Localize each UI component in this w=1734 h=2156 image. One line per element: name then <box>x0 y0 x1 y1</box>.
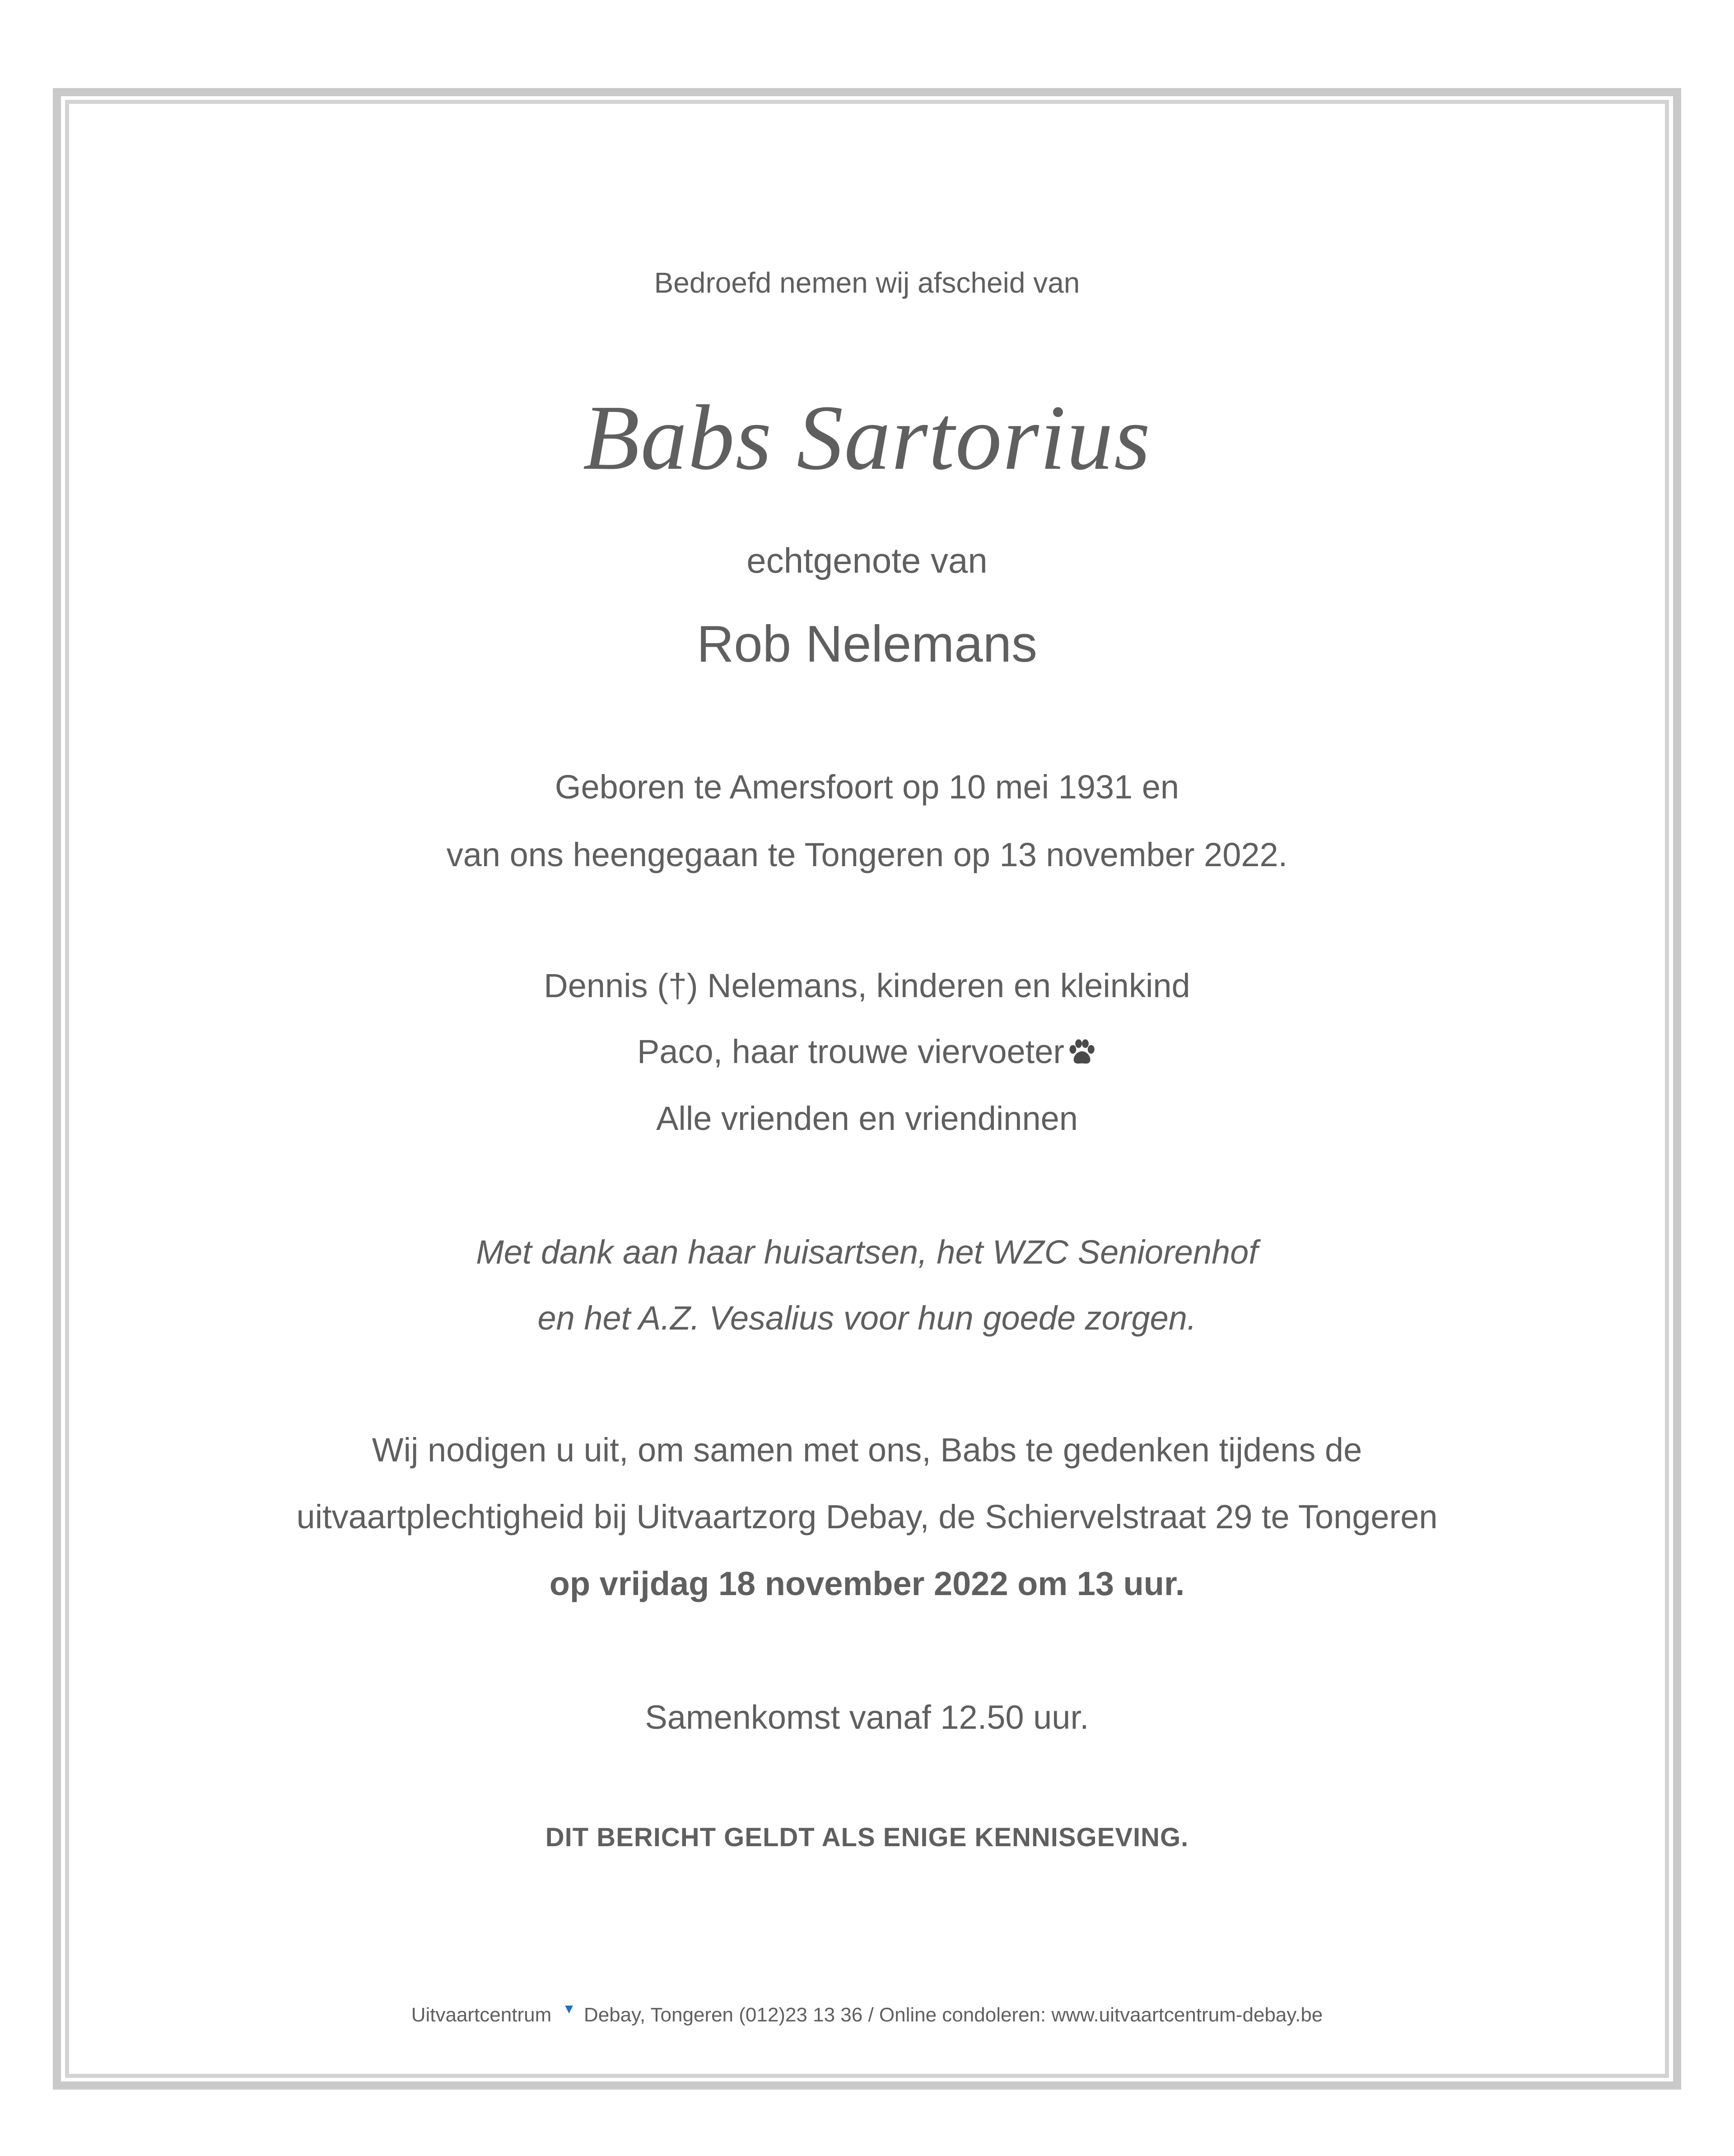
notice-text: DIT BERICHT GELDT ALS ENIGE KENNISGEVING. <box>545 1823 1189 1852</box>
family-line-pet <box>0 1035 1734 1073</box>
thanks-line: en het A.Z. Vesalius voor hun goede zorgen. <box>537 1299 1197 1337</box>
family-line: Dennis (†) Nelemans, kinderen en kleinkind <box>544 967 1190 1004</box>
footer-company: Uitvaartcentrum <box>411 2004 552 2026</box>
family-line: Alle vrienden en vriendinnen <box>656 1100 1078 1137</box>
ceremony-date: op vrijdag 18 november 2022 om 13 uur. <box>549 1565 1185 1602</box>
birth-line: Geboren te Amersfoort op 10 mei 1931 en <box>555 768 1179 806</box>
footer-details: Debay, Tongeren (012)23 13 36 / Online condoleren: www.uitvaartcentrum-debay.be <box>583 2004 1323 2026</box>
paw-icon <box>1066 1037 1097 1073</box>
invitation-line: Wij nodigen u uit, om samen met ons, Babs te gedenken tijdens de <box>372 1431 1362 1469</box>
spouse-name: Rob Nelemans <box>696 616 1038 673</box>
invitation-line: uitvaartplechtigheid bij Uitvaartzorg Debay, de Schiervelstraat 29 te Tongeren <box>296 1498 1438 1535</box>
deceased-name: Babs Sartorius <box>583 386 1151 489</box>
intro-text: Bedroefd nemen wij afscheid van <box>654 266 1080 299</box>
death-line: van ons heengegaan te Tongeren op 13 november 2022. <box>446 836 1288 873</box>
spouse-label: echtgenote van <box>746 541 988 580</box>
gathering-time: Samenkomst vanaf 12.50 uur. <box>645 1699 1089 1736</box>
thanks-line: Met dank aan haar huisartsen, het WZC Seniorenhof <box>476 1233 1258 1271</box>
triangle-marker-icon: ▼ <box>562 2002 576 2016</box>
footer <box>0 2002 1734 2025</box>
family-line-pet-text: Paco, haar trouwe viervoeter <box>637 1033 1065 1070</box>
